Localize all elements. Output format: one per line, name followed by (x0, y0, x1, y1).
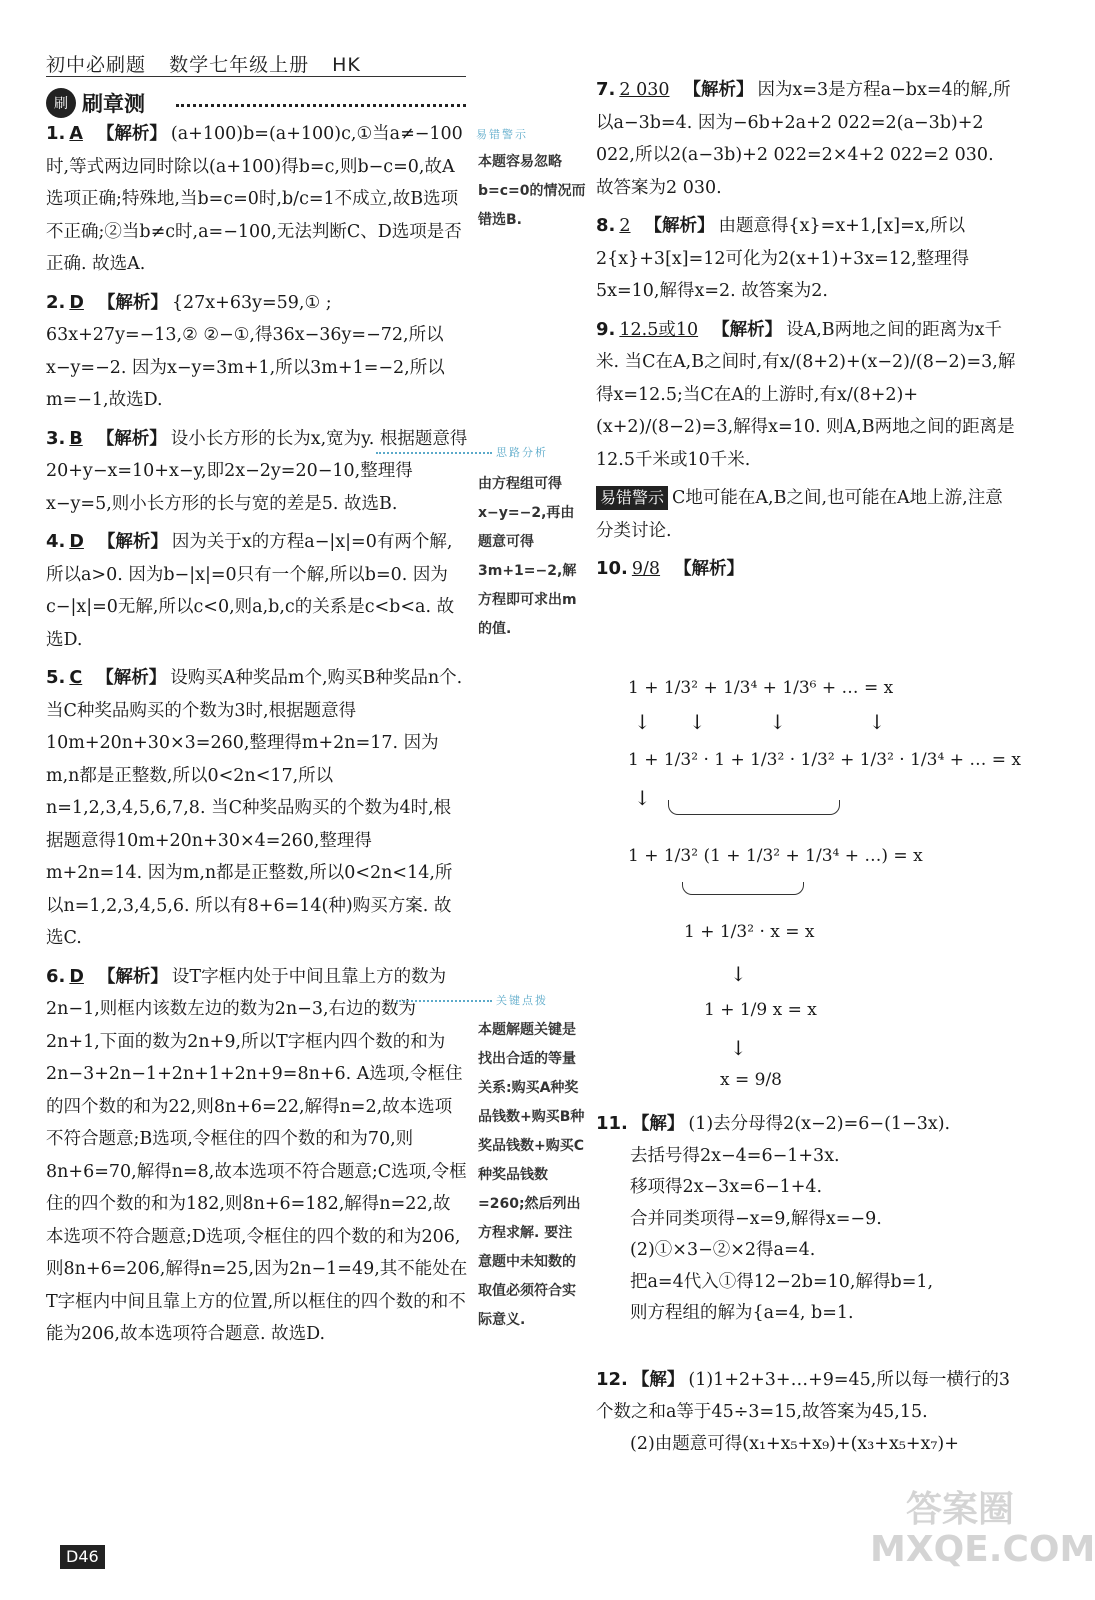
answer-item-1: 1. A 【解析】 (a+100)b=(a+100)c,①当a≠−100时,等式两边同时除以(a+100)得b=c,则b−c=0,故A选项正确;特殊地,当b=c=0时,b/c=1不成立,故B选项不正确;②当b≠c时,a=−100,无法判断C、D选项是否正确. 故选A. (46, 123, 463, 274)
edition-code: HK (332, 54, 361, 76)
grouping-brace (682, 882, 804, 895)
down-arrow-icon: ↓ ↓ ↓ ↓ (634, 710, 886, 734)
side-tag-2: 思路分析 (496, 446, 548, 459)
answer-item-10: 10. 9/8 【解析】 (596, 558, 745, 579)
section-title: 刷章测 (82, 92, 145, 116)
side-note-1: 本题容易忽略b=c=0的情况而错选B. (478, 154, 586, 228)
side-note-2: 由方程组可得x−y=−2,再由题意可得3m+1=−2,解方程即可求出m的值. (478, 476, 577, 637)
side-tag-2-leader (376, 452, 492, 454)
down-arrow-icon: ↓ (730, 1036, 747, 1060)
header-rule (46, 76, 466, 77)
warning-label: 易错警示 (596, 486, 668, 510)
answer-item-5: 5. C 【解析】 设购买A种奖品m个,购买B种奖品n个. 当C种奖品购买的个数为3时,根据题意得10m+20n+30×3=260,整理得m+2n=17. 因为m,n都是正整数,所以0<2n<17,所以n=1,2,3,4,5,6,7,8. 当C种奖品购买的个数为4时,根据题意得10m+20n+30×4=260,整理得m+2n=14. 因为m,n都是正整数,所以0<2n<14,所以n=1,2,3,4,5,6. 所以有8+6=14(种)购买方案. 故选C. (46, 667, 463, 948)
section-badge (46, 88, 145, 118)
side-tag-1: 易错警示 (476, 128, 528, 141)
answer-item-11: 11. 【解】 (1)去分母得2(x−2)=6−(1−3x). 去括号得2x−4=6−1+3x. 移项得2x−3x=6−1+4. 合并同类项得−x=9,解得x=−9. (2)①×3−②×2得a=4. 把a=4代入①得12−2b=10,解得b=1, 则方程组的解为{a=4, b=1. (596, 1113, 951, 1323)
side-note-3: 本题解题关键是找出合适的等量关系:购买A种奖品钱数+购买B种奖品钱数+购买C种奖品钱数=260;然后列出方程求解. 要注意题中未知数的取值必须符合实际意义. (478, 1022, 585, 1328)
brush-icon: 刷 (46, 88, 76, 118)
side-tag-3: 关键点拨 (496, 994, 548, 1007)
diagram-row-2: 1 + 1/3² · 1 + 1/3² · 1/3² + 1/3² · 1/3⁴ + … = x (628, 750, 1021, 770)
grouping-brace (668, 800, 840, 815)
diagram-row-1: 1 + 1/3² + 1/3⁴ + 1/3⁶ + … = x (628, 678, 894, 698)
down-arrow-icon: ↓ (730, 962, 747, 986)
answer-item-8: 8. 2 【解析】 由题意得{x}=x+1,[x]=x,所以2{x}+3[x]=12可化为2(x+1)+3x=12,整理得5x=10,解得x=2. 故答案为2. (596, 215, 970, 301)
running-header (46, 50, 377, 77)
answer-item-9: 9. 12.5或10 【解析】 设A,B两地之间的距离为x千米. 当C在A,B之间时,有x/(8+2)+(x−2)/(8−2)=3,解得x=12.5;当C在A的上游时,有x/(8+2)+(x+2)/(8−2)=3,解得x=10. 则A,B两地之间的距离是12.5千米或10千米. (596, 318, 1016, 470)
answer-item-12: 12. 【解】 (1)1+2+3+…+9=45,所以每一横行的3个数之和a等于45÷3=15,故答案为45,15. (2)由题意可得(x₁+x₅+x₉)+(x₃+x₅+x₇)+ (596, 1369, 1010, 1454)
warning-note: 易错警示 C地可能在A,B之间,也可能在A地上游,注意分类讨论. (596, 488, 1003, 541)
answer-item-4: 4. D 【解析】 因为关于x的方程a−|x|=0有两个解,所以a>0. 因为b−|x|=0只有一个解,所以b=0. 因为c−|x|=0无解,所以c<0,则a,b,c的关系是c<b<a. 故选D. (46, 531, 455, 650)
subject-name: 数学七年级上册 (169, 54, 310, 76)
series-name: 初中必刷题 (46, 54, 147, 76)
right-column (596, 74, 1016, 592)
down-arrow-icon: ↓ (634, 786, 651, 810)
answer-item-6: 6. D 【解析】 设T字框内处于中间且靠上方的数为2n−1,则框内该数左边的数为2n−3,右边的数为2n+1,下面的数为2n+9,所以T字框内四个数的和为2n−3+2n−1+2n+1+2n+9=8n+6. A选项,令框住的四个数的和为22,则8n+6=22,解得n=2,故本选项不符合题意;B选项,令框住的四个数的和为70,则8n+6=70,解得n=8,故本选项不符合题意;C选项,令框住的四个数的和为182,则8n+6=182,解得n=22,故本选项不符合题意;D选项,令框住的四个数的和为206,则8n+6=206,解得n=25,因为2n−1=49,其不能处在T字框内中间且靠上方的位置,所以框住的四个数的和不能为206,故本选项符合题意. 故选D. (46, 965, 468, 1344)
series-derivation-diagram (620, 670, 1021, 1110)
diagram-row-3: 1 + 1/3² (1 + 1/3² + 1/3⁴ + …) = x (628, 846, 923, 866)
diagram-row-6: x = 9/8 (720, 1070, 782, 1090)
answer-item-3: 3. B 【解析】 设小长方形的长为x,宽为y. 根据题意得20+y−x=10+x−y,即2x−2y=20−10,整理得x−y=5,则小长方形的长与宽的差是5. 故选B. (46, 427, 468, 514)
answer-item-2: 2. D 【解析】 {27x+63y=59,① ; 63x+27y=−13,② ②−①,得36x−36y=−72,所以x−y=−2. 因为x−y=3m+1,所以3m+1=−2,所以m=−1,故选D. (46, 291, 445, 410)
diagram-row-5: 1 + 1/9 x = x (704, 1000, 817, 1020)
answer-item-7: 7. 2 030 【解析】 因为x=3是方程a−bx=4的解,所以a−3b=4. 因为−6b+2a+2 022=2(a−3b)+2 022,所以2(a−3b)+2 022=2×4+2 022=2 030. 故答案为2 030. (596, 79, 1011, 198)
section-divider (176, 104, 466, 107)
left-column (46, 118, 468, 1357)
diagram-row-4: 1 + 1/3² · x = x (684, 922, 815, 942)
watermark-logo: 答案圈 MXQE.COM (870, 1489, 1095, 1570)
side-tag-3-leader (396, 1000, 492, 1002)
page-number: D46 (60, 1545, 105, 1569)
